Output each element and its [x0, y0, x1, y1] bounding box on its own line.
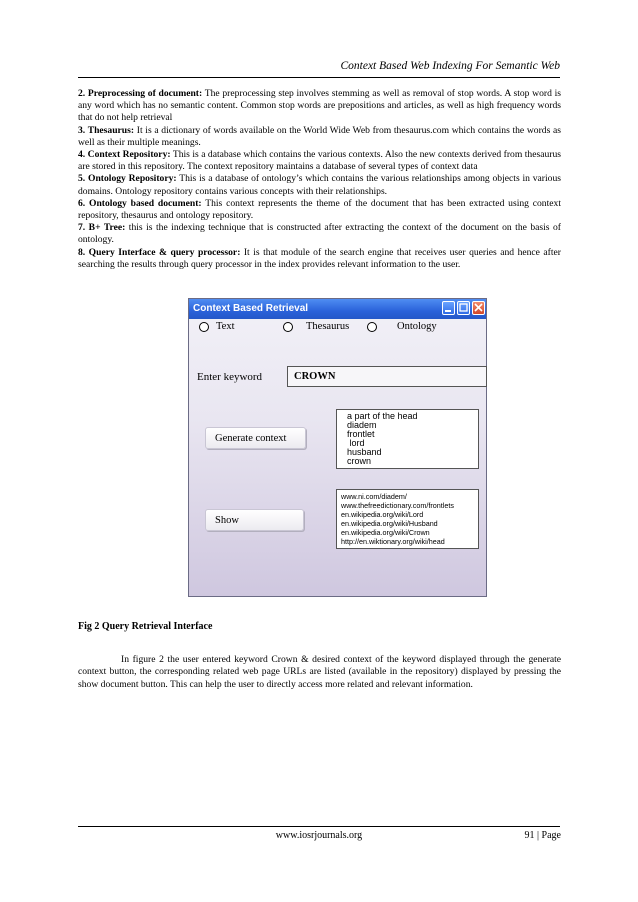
list-item: [78, 88, 561, 125]
url-item[interactable]: http://en.wiktionary.org/wiki/head: [341, 536, 445, 546]
list-item: [78, 125, 561, 149]
url-item[interactable]: www.thefreedictionary.com/frontlets: [341, 500, 454, 510]
radio-label-text: Text: [216, 321, 235, 332]
list-item[interactable]: diadem: [347, 419, 377, 430]
radio-text[interactable]: [199, 322, 209, 332]
item-label: 4. Context Repository:: [78, 149, 171, 161]
window-title: Context Based Retrieval: [193, 303, 309, 314]
url-item[interactable]: en.wikipedia.org/wiki/Lord: [341, 509, 424, 519]
list-item[interactable]: husband: [347, 446, 382, 457]
item-label: 2. Preprocessing of document:: [78, 88, 203, 99]
item-text: This is a database of ontology’s which contains the various relationships among objects in various domains. Ontology repository contains various concepts with their relationships.: [78, 173, 561, 197]
context-retrieval-window: [188, 298, 487, 597]
keyword-label: Enter keyword: [197, 371, 263, 383]
item-text: This context represents the theme of the document that has been extracted using context repository, thesaurus and ontology repository.: [78, 197, 561, 222]
search-mode-options: [197, 321, 486, 339]
context-list[interactable]: [336, 409, 479, 469]
item-text: The preprocessing step involves stemming as well as removal of stop words. A stop word is any word which has no semantic content. Common stop words are prepositions and articles, as well as high frequency words that do not help retrieval: [78, 88, 561, 124]
radio-ontology[interactable]: [367, 322, 377, 332]
url-item[interactable]: en.wikipedia.org/wiki/Crown: [341, 527, 430, 537]
numbered-list: [78, 88, 561, 271]
figure-caption: Fig 2 Query Retrieval Interface: [78, 621, 213, 632]
radio-label-thesaurus: Thesaurus: [306, 321, 350, 332]
url-list[interactable]: [336, 489, 479, 549]
item-label: 6. Ontology based document:: [78, 197, 202, 209]
list-item: [78, 173, 561, 197]
radio-thesaurus[interactable]: [283, 322, 293, 332]
url-item[interactable]: www.ni.com/diadem/: [341, 492, 407, 501]
list-item: [78, 222, 561, 246]
list-item[interactable]: frontlet: [347, 428, 375, 439]
footer-rule: [78, 826, 560, 827]
list-item: [78, 149, 561, 173]
window-titlebar[interactable]: [189, 299, 486, 319]
maximize-button[interactable]: [457, 301, 470, 315]
show-button[interactable]: Show: [205, 509, 304, 531]
item-label: 7. B+ Tree:: [78, 222, 126, 234]
minimize-button[interactable]: [442, 301, 455, 315]
body-paragraph: In figure 2 the user entered keyword Crown & desired context of the keyword displayed through the generate context button, the corresponding related web page URLs are listed (available in the repository) displayed by pressing the show document button. This can help the user to directly access more related and relevant information.: [78, 654, 561, 690]
item-text: this is the indexing technique that is constructed after extracting the context of the document on the basis of ontology.: [78, 222, 561, 246]
item-label: 3. Thesaurus:: [78, 124, 135, 136]
keyword-input[interactable]: CROWN: [287, 366, 487, 387]
running-title: Context Based Web Indexing For Semantic Web: [340, 60, 560, 72]
close-button[interactable]: [472, 301, 485, 315]
close-icon: [473, 302, 484, 314]
list-item: [78, 198, 561, 222]
generate-context-button[interactable]: Generate context: [205, 427, 306, 449]
list-item[interactable]: crown: [347, 455, 372, 466]
maximize-icon: [458, 302, 469, 314]
list-item[interactable]: lord: [347, 437, 365, 448]
item-text: It is that module of the search engine that receives user queries and hence after searching the results through query processor in the index provides relevant information to the user.: [78, 246, 561, 270]
item-text: It is a dictionary of words available on the World Wide Web from thesaurus.com which contains the words as well as their multiple meanings.: [78, 124, 561, 148]
radio-label-ontology: Ontology: [397, 321, 437, 332]
header-rule: [78, 77, 560, 78]
page-number: 91 | Page: [524, 830, 561, 841]
footer-site: www.iosrjournals.org: [275, 830, 363, 841]
minimize-icon: [443, 302, 454, 314]
item-label: 5. Ontology Repository:: [78, 173, 177, 185]
list-item: [78, 247, 561, 271]
item-text: This is a database which contains the various contexts. Also the new contexts derived from thesaurus are stored in this repository. The context repository maintains a database of several types of context data: [78, 149, 561, 173]
item-label: 8. Query Interface & query processor:: [78, 246, 241, 258]
list-item[interactable]: a part of the head: [347, 411, 418, 421]
url-item[interactable]: en.wikipedia.org/wiki/Husband: [341, 518, 438, 528]
